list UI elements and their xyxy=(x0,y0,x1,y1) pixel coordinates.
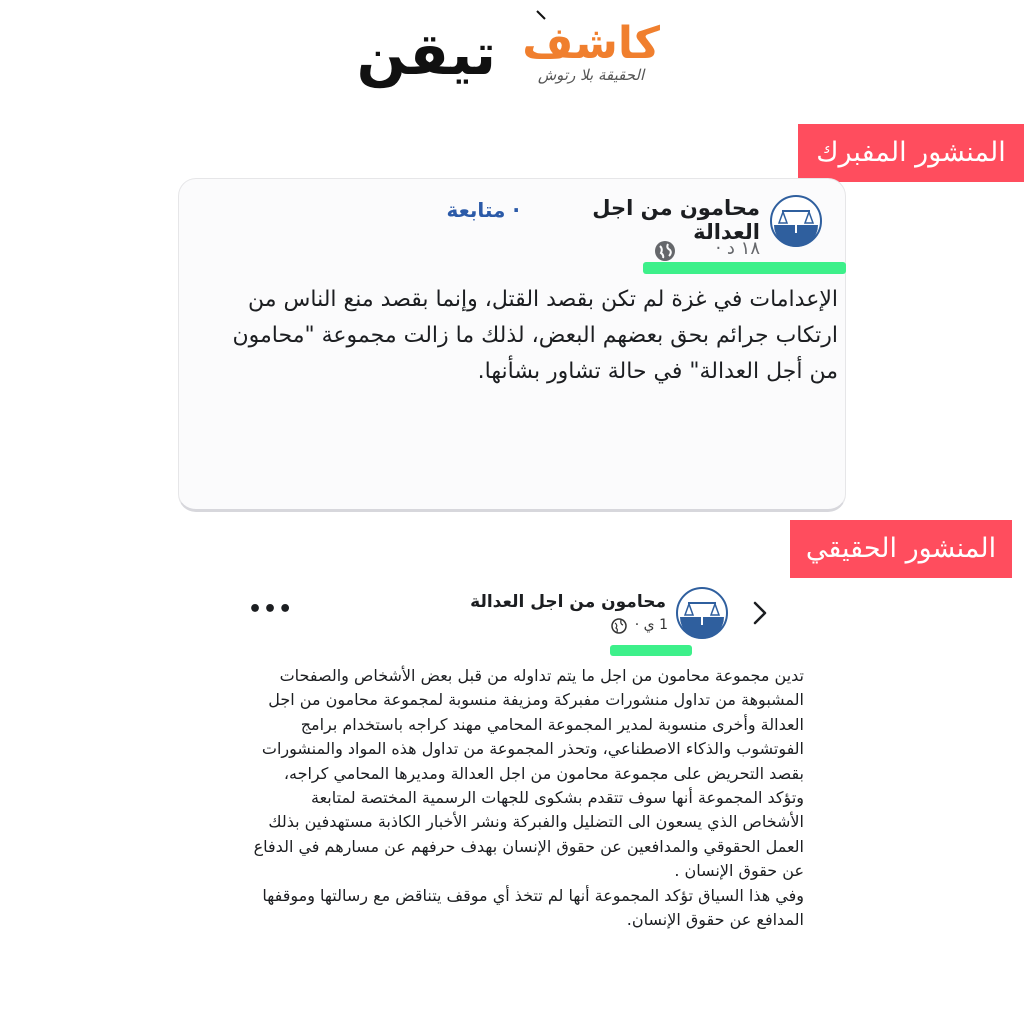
real-post-page-name[interactable]: محامون من اجل العدالة xyxy=(470,592,666,612)
highlight-underline xyxy=(643,262,846,274)
follow-button[interactable]: · متابعة xyxy=(446,198,520,222)
scales-of-justice-icon[interactable] xyxy=(770,195,822,247)
fake-post-time[interactable]: ١٨ د · xyxy=(715,238,760,259)
real-post-paragraph: تدين مجموعة محامون من اجل ما يتم تداوله من قبل بعض الأشخاص والصفحات المشبوهة من تداول منشورات مفبركة ومزيفة منسوبة لمجموعة محامون من اجل العدالة وأخرى منسوبة لمدير المجموعة المحامي مهند كراجه باستخدام برامج الفوتشوب والذكاء الاصطناعي، وتحذر المجموعة من تداول هذه المواد والمنشورات بقصد التحريض على مجموعة محامون من اجل العدالة ومديرها المحامي كراجه، وتؤكد المجموعة أنها سوف تتقدم بشكوى للجهات الرسمية المختصة لمتابعة الأشخاص الذي يسعون الى التضليل والفبركة ونشر الأخبار الكاذبة مستهدفين بذلك العمل الحقوقي والمدافعين عن حقوق الإنسان بهدف حرفهم عن مسارهم في الدفاع عن حقوق الإنسان . xyxy=(253,666,804,881)
real-post-label: المنشور الحقيقي xyxy=(790,520,1012,578)
real-post-paragraph: وفي هذا السياق تؤكد المجموعة أنها لم تتخذ أي موقف يتناقض مع رسالتها وموقفها المدافع عن حقوق الإنسان. xyxy=(262,885,804,930)
highlight-underline xyxy=(610,645,692,656)
globe-icon xyxy=(611,618,627,634)
more-dots-icon[interactable]: ••• xyxy=(248,597,294,622)
globe-icon xyxy=(654,240,676,262)
kashif-tagline: الحقيقة بلا رتوش xyxy=(537,66,645,84)
tayaqan-logo-text: تيقن xyxy=(356,20,496,88)
fake-post-label: المنشور المفبرك xyxy=(798,124,1024,182)
real-post-time[interactable]: 1 ي · xyxy=(634,617,668,633)
real-post-body xyxy=(250,664,804,932)
tayaqan-logo xyxy=(356,14,496,94)
scales-of-justice-icon[interactable] xyxy=(676,587,728,639)
magnifier-icon xyxy=(536,10,546,20)
fake-post-page-name[interactable]: محامون من اجل العدالة xyxy=(592,196,760,244)
chevron-right-icon[interactable] xyxy=(748,598,772,628)
fake-post-body: الإعدامات في غزة لم تكن بقصد القتل، وإنما بقصد منع الناس من ارتكاب جرائم بحق بعضهم البعض، لذلك ما زالت مجموعة "محامون من أجل العدالة" في حالة تشاور بشأنها. xyxy=(232,287,838,384)
kashif-logo-text: كاشف xyxy=(522,18,660,69)
kashif-logo xyxy=(518,14,668,74)
